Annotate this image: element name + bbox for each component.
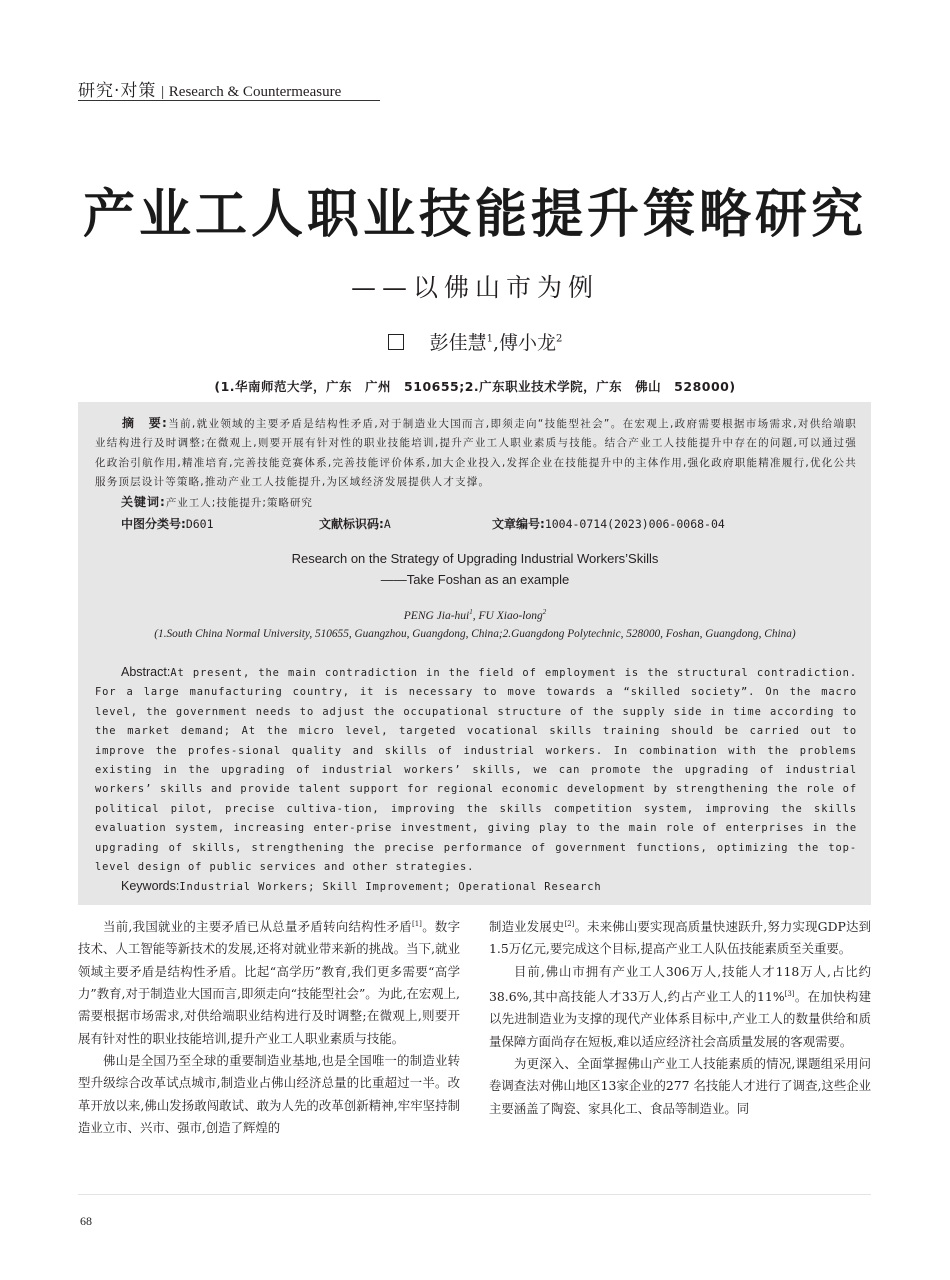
- header-rule: [78, 100, 380, 101]
- abstract-cn-label: 摘 要:: [122, 416, 169, 430]
- abstract-cn: [95, 414, 857, 493]
- body-paragraph: 为更深入、全面掌握佛山产业工人技能素质的情况,课题组采用问卷调查法对佛山地区13家企业的277 名技能人才进行了调查,这些企业主要涵盖了陶瓷、家具化工、食品等制造业。同: [489, 1056, 871, 1116]
- english-author-1: PENG Jia-hui: [403, 609, 470, 622]
- author-1: 彭佳慧: [429, 332, 487, 354]
- keywords-en-text: Industrial Workers; Skill Improvement; Operational Research: [179, 881, 602, 893]
- abstract-en: [95, 663, 857, 877]
- english-title: Research on the Strategy of Upgrading Industrial Workers’Skills: [291, 551, 659, 566]
- english-author-1-sup: 1: [469, 608, 473, 616]
- paragraph-text: 制造业发展史: [489, 919, 565, 935]
- author-2-sup: 2: [556, 333, 563, 345]
- doc-code: [319, 515, 391, 532]
- citation: [2]: [564, 920, 575, 928]
- article-number: [492, 515, 725, 532]
- english-subtitle: ——Take Foshan as an example: [380, 572, 570, 587]
- author-2: 傅小龙: [499, 332, 557, 354]
- clc-number: [121, 515, 214, 532]
- article-subtitle: ——以佛山市为例: [350, 273, 599, 302]
- english-authors: [0, 608, 950, 622]
- section-header: [78, 76, 341, 101]
- footer-rule: [78, 1194, 871, 1195]
- keywords-cn: [121, 493, 313, 510]
- paragraph-text: 。未来佛山要实现高质量快速跃升,努力实现GDP达到1.5万亿元,要完成这个目标,提高产业工人队伍技能素质至关重要。: [489, 919, 872, 957]
- citation: [1]: [411, 920, 422, 928]
- body-column-left: [78, 913, 460, 1139]
- paragraph-text: 目前,佛山市拥有产业工人306万人,技能人才118万人,占比约38.6%,其中高技能人才33万人,约占产业工人的11%: [489, 963, 871, 1005]
- clc-label: 中图分类号:: [121, 517, 186, 531]
- abstract-cn-text: 当前,就业领域的主要矛盾是结构性矛盾,对于制造业大国而言,即须走向“技能型社会”。在宏观上,政府需要根据市场需求,对供给端职业结构进行及时调整;在微观上,则要开展有针对性的职业技能培训,提升产业工人职业素质与技能。结合产业工人技能提升中存在的问题,可以通过强化政治引航作用,精准培育,完善技能竞赛体系,完善技能评价体系,加大企业投入,发挥企业在技能提升中的主体作用,强化政府职能精准履行,优化公共服务顶层设计等策略,推动产业工人技能提升,为区域经济发展提供人才支撑。: [95, 418, 857, 489]
- body-paragraph: [489, 961, 871, 1053]
- clc-value: D601: [185, 517, 214, 531]
- body-column-right: [489, 913, 871, 1120]
- keywords-en: [121, 879, 602, 893]
- section-label-cn: 研究·对策: [78, 81, 157, 101]
- doc-code-label: 文献标识码:: [319, 517, 384, 531]
- body-paragraph: 佛山是全国乃至全球的重要制造业基地,也是全国唯一的制造业转型升级综合改革试点城市,制造业占佛山经济总量的比重超过一半。改革开放以来,佛山发扬敢闯敢试、敢为人先的改革创新精神,牢牢坚持制造业立市、兴市、强市,创造了辉煌的: [78, 1052, 460, 1135]
- abstract-en-text: At present, the main contradiction in the field of employment is the structural contradiction. For a large manufacturing country, it is necessary to move towards a “skilled society”. On the macro level, the government needs to adjust the occupational structure of the supply side in time according to the market demand; At the micro level, targeted vocational skills training should be carried out to improve the profes-sional quality and skills of industrial workers. In combination with the problems existing in the upgrading of industrial workers’ skills, we can promote the upgrading of industrial workers’ skills and provide talent support for regional economic development by strengthening the role of political pilot, precise cultiva-tion, improving the skills competition system, improving the skills evaluation system, increasing enter-prise investment, giving play to the main role of enterprises in the upgrading of skills, strengthening the precise performance of government functions, optimizing the top-level design of public services and other strategies.: [95, 667, 857, 874]
- article-number-label: 文章编号:: [492, 517, 545, 531]
- paragraph-text: 。数字技术、人工智能等新技术的发展,还将对就业带来新的挑战。当下,就业领域主要矛盾是结构性矛盾。比起“高学历”教育,我们更多需要“高学力”教育,对于制造业大国而言,即须走向“技能型社会”。为此,在宏观上,需要根据市场需求,对供给端职业结构进行及时调整;在微观上,则要开展有针对性的职业技能培训,提升产业工人职业素质与技能。: [78, 919, 460, 1046]
- article-number-value: 1004-0714(2023)006-0068-04: [544, 517, 725, 531]
- article-title: 产业工人职业技能提升策略研究: [82, 185, 867, 245]
- author-1-sup: 1: [486, 333, 493, 345]
- abstract-en-label: Abstract:: [121, 665, 171, 679]
- section-label-en: Research & Countermeasure: [168, 84, 342, 100]
- section-separator: |: [160, 85, 165, 100]
- square-icon: [388, 334, 404, 350]
- body-paragraph: [489, 913, 871, 961]
- paragraph-text: 。在加快构建以先进制造业为支撑的现代产业体系目标中,产业工人的数量供给和质量保障方面尚存在短板,难以适应经济社会高质量发展的客观需要。: [489, 989, 872, 1049]
- english-author-sep: ,: [472, 609, 479, 622]
- english-affiliation: (1.South China Normal University, 510655, Guangzhou, Guangdong, China;2.Guangdong Polytechnic, 528000, Foshan, Guangdong, China): [154, 628, 796, 640]
- english-author-2: FU Xiao-long: [478, 609, 543, 622]
- affiliation-cn: (1.华南师范大学，广东 广州 510655;2.广东职业技术学院，广东 佛山 528000): [214, 379, 736, 394]
- author-separator: ,: [492, 332, 500, 354]
- keywords-cn-label: 关键词:: [121, 495, 166, 509]
- paragraph-text: 当前,我国就业的主要矛盾已从总量矛盾转向结构性矛盾: [103, 919, 412, 935]
- english-author-2-sup: 2: [542, 608, 547, 616]
- body-paragraph: [78, 913, 460, 1050]
- author-line: [0, 328, 950, 355]
- citation: [3]: [784, 990, 795, 999]
- doc-code-value: A: [383, 517, 391, 531]
- keywords-cn-text: 产业工人;技能提升;策略研究: [165, 497, 313, 509]
- page-number: 68: [80, 1214, 92, 1228]
- keywords-en-label: Keywords:: [121, 879, 180, 893]
